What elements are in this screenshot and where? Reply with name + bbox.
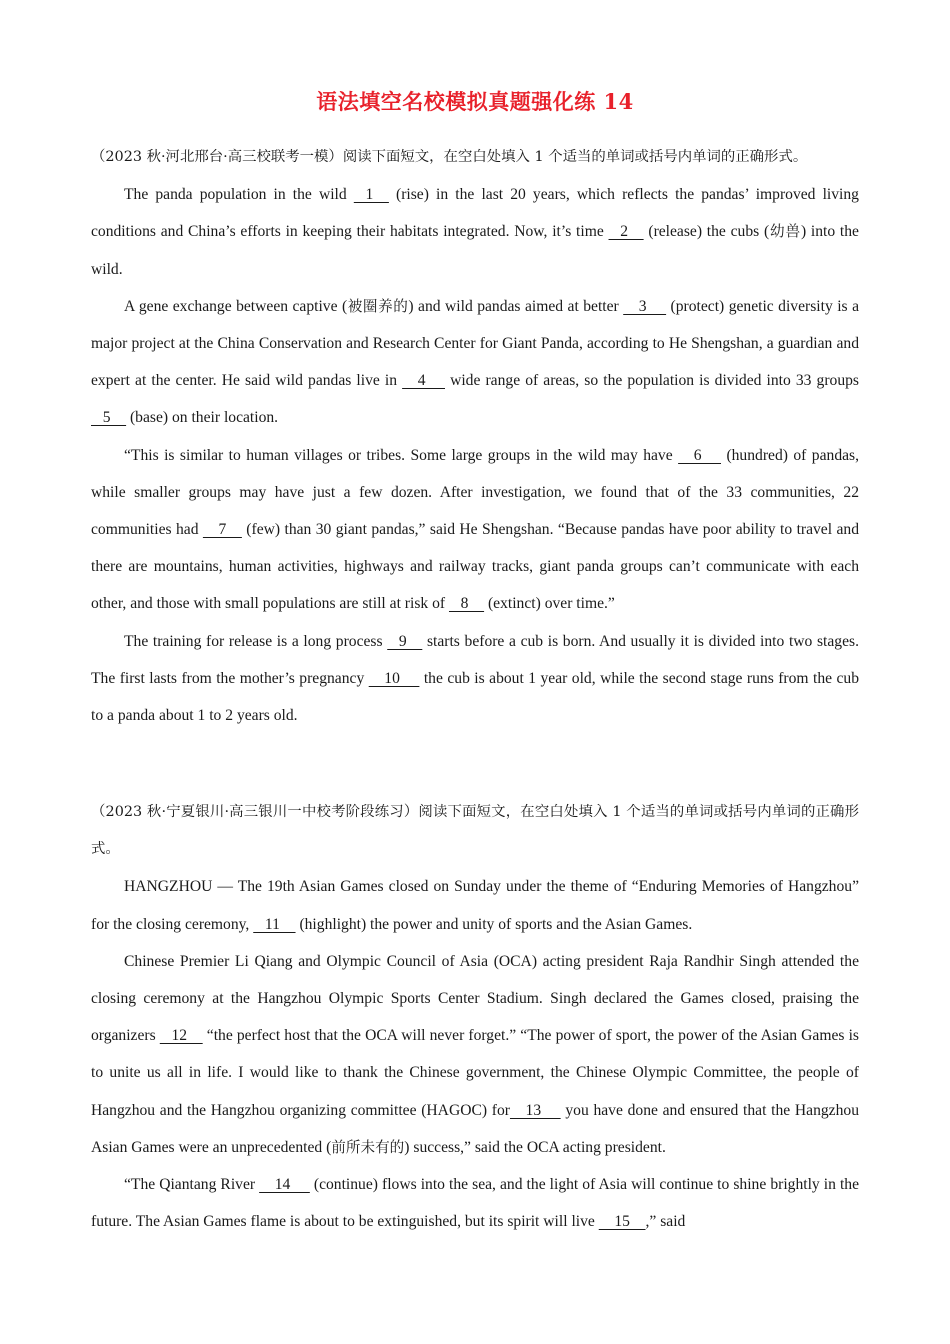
text: Chinese Premier Li Qiang and Olympic Council of Asia (OCA) acting president Raja Randhir Singh attended the closing ceremony at the Hangzhou Olympic Sports Center Stadium. Singh declared the Games closed, praising the organizers bbox=[91, 952, 859, 1045]
text: “This is similar to human villages or tribes. Some large groups in the wild may have bbox=[124, 446, 679, 464]
blank-3: 3 bbox=[623, 297, 667, 315]
gloss: 被圈养的 bbox=[347, 297, 409, 315]
blank-15: 15 bbox=[598, 1213, 646, 1231]
text: starts before a cub is born. And usually it is divided into two stages. The first lasts from the mother’s pregnancy bbox=[91, 632, 859, 687]
text: (few) than 30 giant pandas,” said He Shengshan. “Because pandas have poor ability to travel and there are mountains, human activities, highways and railway tracks, giant panda groups can’t communicate with each other, and those with small populations are still at risk of bbox=[91, 521, 859, 613]
text: the cub is about 1 year old, while the second stage runs from the cub to a panda about 1 to 2 years old. bbox=[91, 669, 860, 725]
blank-4: 4 bbox=[402, 372, 445, 390]
gloss: 幼兽 bbox=[769, 223, 801, 241]
text: The panda population in the wild bbox=[124, 186, 354, 204]
page-title: 语法填空名校模拟真题强化练 14 bbox=[316, 89, 634, 114]
blank-6: 6 bbox=[678, 446, 721, 464]
passage-1-paragraph-3 bbox=[91, 437, 859, 623]
passage-2-paragraph-3 bbox=[91, 1166, 859, 1240]
blank-1: 1 bbox=[353, 186, 389, 204]
text: (rise) in the last 20 years, which reflects the pandas’ improved living conditions and China’s efforts in keeping their habitats integrated. Now, it’s time bbox=[91, 186, 859, 241]
gloss: 前所未有的 bbox=[331, 1138, 405, 1156]
text: ,” said bbox=[645, 1213, 686, 1231]
text: “the perfect host that the OCA will never forget.” “The power of sport, the power of the Asian Games is to unite us all in life. I would like to thank the Chinese government, the Chinese Olympic Committee, the people of Hangzhou and the Hangzhou organizing committee (HAGOC) for bbox=[91, 1027, 859, 1119]
text: HANGZHOU — The 19th Asian Games closed on Sunday under the theme of “Enduring Memories of Hangzhou” for the closing ceremony, bbox=[91, 878, 859, 933]
text: (highlight) the power and unity of sports and the Asian Games. bbox=[295, 915, 693, 933]
passage-1-paragraph-4 bbox=[91, 623, 859, 735]
blank-2: 2 bbox=[608, 223, 644, 241]
passage-1-paragraph-2 bbox=[91, 288, 859, 437]
blank-7: 7 bbox=[202, 521, 242, 539]
blank-11: 11 bbox=[253, 915, 296, 933]
blank-13: 13 bbox=[509, 1101, 561, 1119]
text: ) success,” said the OCA acting president. bbox=[404, 1138, 666, 1156]
text: ) into the wild. bbox=[91, 223, 859, 278]
text: ) and wild pandas aimed at better bbox=[408, 297, 624, 315]
blank-8: 8 bbox=[448, 595, 485, 613]
passage-1-source: （2023 秋·河北邢台·高三校联考一模）阅读下面短文，在空白处填入 1 个适当的单词或括号内单词的正确形式。 bbox=[91, 149, 808, 165]
text: you have done and ensured that the Hangzhou Asian Games were an unprecedented ( bbox=[91, 1101, 859, 1156]
text: (base) on their location. bbox=[126, 409, 279, 427]
passage-2-paragraph-2 bbox=[91, 943, 859, 1166]
text: wide range of areas, so the population is divided into 33 groups bbox=[445, 372, 859, 390]
text: The training for release is a long process bbox=[124, 632, 388, 650]
blank-12: 12 bbox=[159, 1027, 203, 1045]
blank-14: 14 bbox=[259, 1176, 310, 1194]
passage-2 bbox=[91, 794, 859, 1240]
text: A gene exchange between captive ( bbox=[124, 297, 348, 315]
blank-10: 10 bbox=[368, 669, 420, 687]
text: (protect) genetic diversity is a major project at the China Conservation and Research Center for Giant Panda, according to He Shengshan, a guardian and expert at the center. He said wild pandas live in bbox=[91, 297, 859, 390]
blank-9: 9 bbox=[387, 632, 423, 650]
text: (hundred) of pandas, while smaller groups may have just a few dozen. After investigation, we found that of the 33 communities, 22 communities had bbox=[91, 446, 860, 539]
passage-2-source: （2023 秋·宁夏银川·高三银川一中校考阶段练习）阅读下面短文，在空白处填入 1 个适当的单词或括号内单词的正确形式。 bbox=[91, 804, 859, 858]
passage-1-paragraph-1 bbox=[91, 176, 859, 288]
text: (continue) flows into the sea, and the light of Asia will continue to shine brightly in the future. The Asian Games flame is about to be extinguished, but its spirit will live bbox=[91, 1176, 859, 1231]
text: “The Qiantang River bbox=[124, 1176, 260, 1194]
text: (release) the cubs ( bbox=[643, 223, 770, 241]
text: (extinct) over time.” bbox=[484, 595, 615, 613]
blank-5: 5 bbox=[91, 409, 127, 427]
passage-2-paragraph-1 bbox=[91, 868, 859, 942]
passage-1 bbox=[91, 139, 859, 734]
